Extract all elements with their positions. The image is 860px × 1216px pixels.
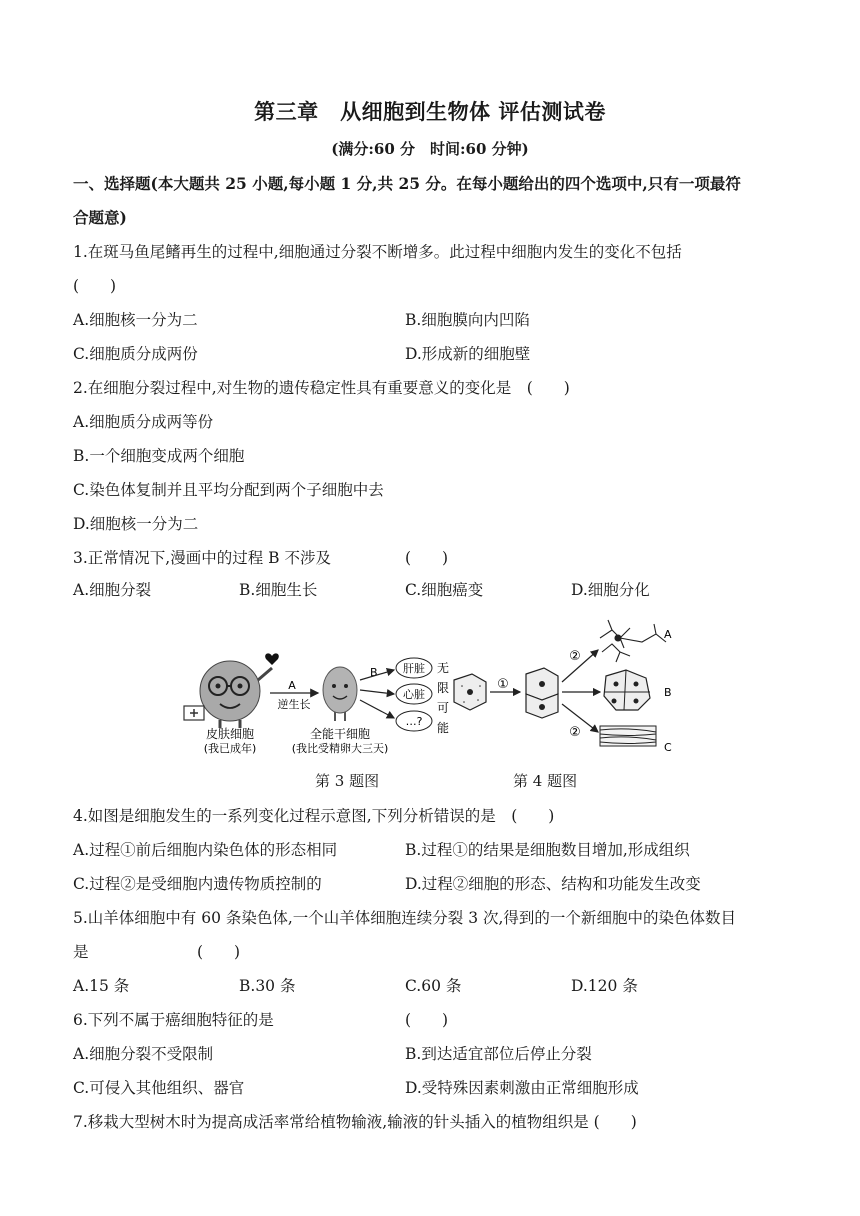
- q3-stem: 3.正常情况下,漫画中的过程 B 不涉及: [73, 549, 331, 567]
- q1-option-d: D.形成新的细胞壁: [405, 345, 531, 363]
- skin-cell-label: 皮肤细胞: [205, 727, 255, 741]
- exam-info: (满分:60 分 时间:60 分钟): [331, 140, 529, 158]
- arrow-a-note: 逆生长: [277, 698, 311, 711]
- q4-option-b: B.过程①的结果是细胞数目增加,形成组织: [405, 841, 690, 859]
- q1-option-c: C.细胞质分成两份: [73, 345, 198, 363]
- figure-4-caption: 第 4 题图: [513, 772, 578, 790]
- q2-option-b: B.一个细胞变成两个细胞: [73, 447, 245, 465]
- q6-option-d: D.受特殊因素刺激由正常细胞形成: [405, 1079, 639, 1097]
- q5-option-b: B.30 条: [239, 977, 296, 995]
- q3-option-d: D.细胞分化: [571, 581, 650, 599]
- q6-paren: ( ): [405, 1011, 449, 1029]
- q5-option-d: D.120 条: [571, 977, 638, 995]
- q5-stem: 5.山羊体细胞中有 60 条染色体,一个山羊体细胞连续分裂 3 次,得到的一个新细胞中的染色体数目: [73, 909, 736, 927]
- q1-option-b: B.细胞膜向内凹陷: [405, 311, 530, 329]
- q1-option-a: A.细胞核一分为二: [73, 311, 198, 329]
- side-text-2: 限: [437, 681, 450, 695]
- arrow-b-label: B: [370, 666, 378, 679]
- skin-cell-cartoon: [184, 653, 279, 728]
- q6-stem: 6.下列不属于癌细胞特征的是: [73, 1011, 274, 1029]
- skin-cell-note: (我已成年): [203, 742, 257, 755]
- q3-stem-row: [73, 548, 449, 568]
- single-cell: [454, 674, 486, 710]
- q4-options-row2: [73, 874, 701, 894]
- q2-stem: 2.在细胞分裂过程中,对生物的遗传稳定性具有重要意义的变化是 ( ): [73, 379, 570, 397]
- label-b: B: [664, 686, 672, 699]
- epithelial-cells: [604, 670, 650, 710]
- label-a: A: [664, 628, 672, 641]
- q2-option-d: D.细胞核一分为二: [73, 515, 199, 533]
- q7-stem: 7.移栽大型树木时为提高成活率常给植物输液,输液的针头插入的植物组织是 ( ): [73, 1113, 637, 1131]
- q6-option-a: A.细胞分裂不受限制: [73, 1045, 214, 1063]
- q4-option-c: C.过程②是受细胞内遗传物质控制的: [73, 875, 322, 893]
- side-text-4: 能: [437, 721, 450, 735]
- q4-options-row1: [73, 840, 690, 860]
- heart-icon: [265, 653, 279, 665]
- figure-3-caption: 第 3 题图: [315, 772, 380, 790]
- q4-option-d: D.过程②细胞的形态、结构和功能发生改变: [405, 875, 701, 893]
- step-2-label-bottom: ②: [569, 725, 581, 740]
- q3-paren: ( ): [405, 549, 449, 567]
- q6-option-c: C.可侵入其他组织、器官: [73, 1079, 245, 1097]
- organ-liver: 肝脏: [403, 662, 425, 675]
- stem-cell-note: (我比受精卵大三天): [291, 742, 389, 755]
- step-2-label-top: ②: [569, 649, 581, 664]
- q5-stem-cont: 是 ( ): [73, 943, 241, 961]
- side-text-3: 可: [437, 701, 450, 715]
- q3-option-b: B.细胞生长: [239, 581, 318, 599]
- q3-option-c: C.细胞癌变: [405, 581, 484, 599]
- q1-stem: 1.在斑马鱼尾鳍再生的过程中,细胞通过分裂不断增多。此过程中细胞内发生的变化不包括: [73, 243, 682, 261]
- q2-option-a: A.细胞质分成两等份: [73, 413, 214, 431]
- stem-cell-label: 全能干细胞: [309, 727, 371, 741]
- section-heading-cont: 合题意): [73, 208, 127, 227]
- q3-option-a: A.细胞分裂: [73, 581, 152, 599]
- q6-stem-row: [73, 1010, 449, 1030]
- cell-group: [526, 668, 558, 718]
- q1-paren: ( ): [73, 277, 117, 295]
- nerve-cells: [600, 620, 666, 662]
- q3-options: [73, 580, 650, 600]
- stem-cell-cartoon: [323, 667, 357, 721]
- q4-stem: 4.如图是细胞发生的一系列变化过程示意图,下列分析错误的是 ( ): [73, 807, 555, 825]
- organ-unknown: …?: [405, 715, 423, 728]
- q5-option-a: A.15 条: [73, 977, 130, 995]
- page-title: 第三章 从细胞到生物体 评估测试卷: [254, 100, 606, 124]
- section-heading: 一、选择题(本大题共 25 小题,每小题 1 分,共 25 分。在每小题给出的四个选项中,只有一项最符: [73, 174, 741, 193]
- q1-options-row1: [73, 310, 530, 330]
- figure-3-4: [180, 608, 680, 760]
- q6-options-row2: [73, 1078, 639, 1098]
- q2-option-c: C.染色体复制并且平均分配到两个子细胞中去: [73, 481, 384, 499]
- side-text-1: 无: [437, 661, 450, 675]
- organ-heart: 心脏: [403, 688, 425, 701]
- label-c: C: [664, 741, 672, 754]
- muscle-cells: [600, 726, 656, 746]
- q5-options: [73, 976, 638, 996]
- q4-option-a: A.过程①前后细胞内染色体的形态相同: [73, 841, 338, 859]
- q6-options-row1: [73, 1044, 592, 1064]
- step-1-label: ①: [497, 677, 509, 692]
- q5-option-c: C.60 条: [405, 977, 462, 995]
- q1-options-row2: [73, 344, 531, 364]
- q6-option-b: B.到达适宜部位后停止分裂: [405, 1045, 592, 1063]
- arrow-a-label: A: [288, 679, 296, 692]
